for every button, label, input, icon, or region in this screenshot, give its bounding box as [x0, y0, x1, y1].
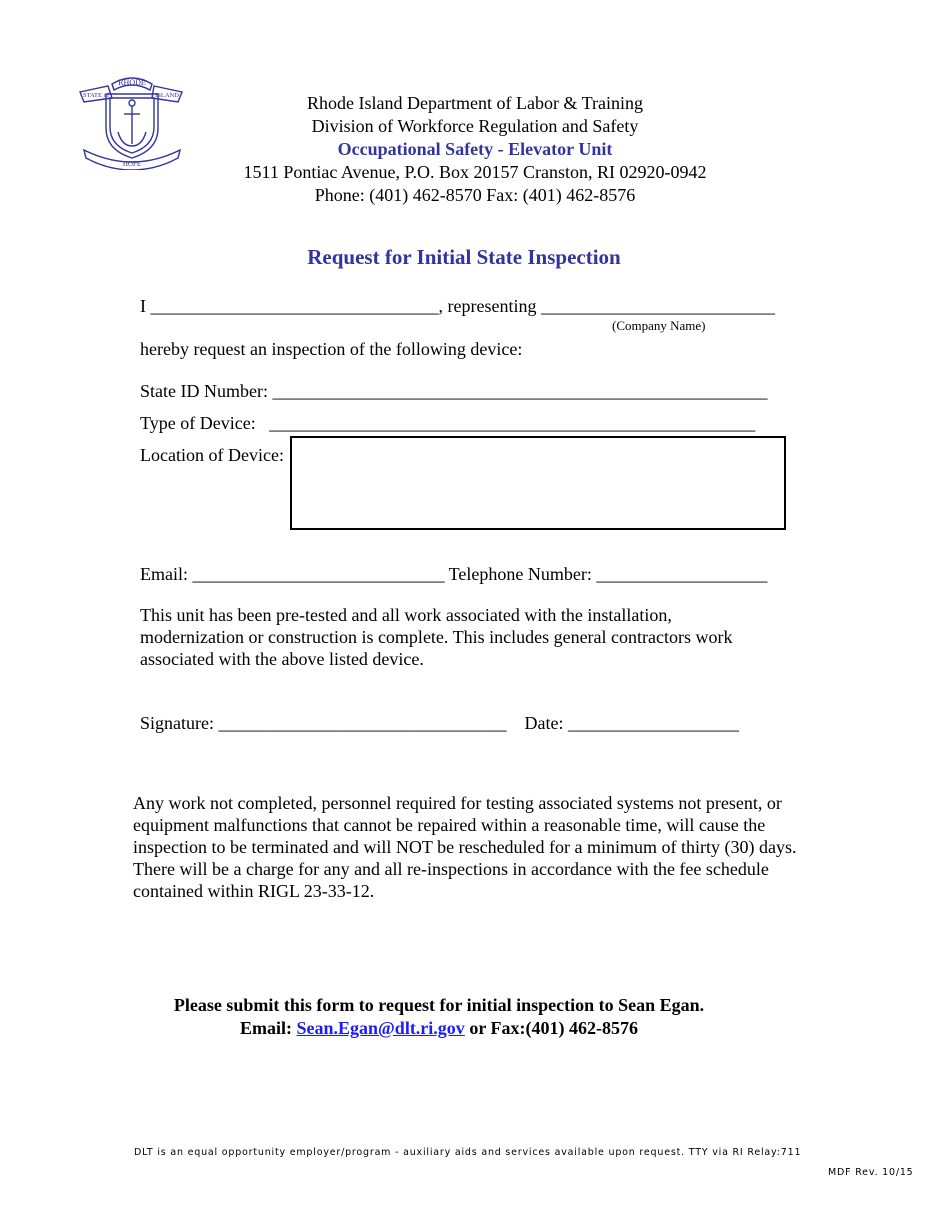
- header-unit: Occupational Safety - Elevator Unit: [337, 139, 613, 159]
- pretested-statement: This unit has been pre-tested and all work associated with the installation, modernization or construction is complete. This includes general contractors work associated with the above listed device.: [140, 605, 733, 669]
- email-telephone-fields[interactable]: Email: ____________________________ Telephone Number: ___________________: [140, 564, 768, 584]
- seal-right-text: ISLAND: [155, 92, 179, 99]
- header-department: Rhode Island Department of Labor & Training: [307, 93, 643, 113]
- company-name-caption: (Company Name): [612, 318, 706, 333]
- seal-top-text: RHODE: [118, 78, 146, 87]
- seal-bottom-text: HOPE: [122, 160, 142, 168]
- state-id-field[interactable]: State ID Number: _______________________________________________________: [140, 381, 768, 401]
- state-seal-logo: [78, 70, 186, 170]
- seal-left-text: STATE of: [82, 92, 110, 99]
- header-division: Division of Workforce Regulation and Safety: [311, 116, 639, 136]
- type-of-device-field[interactable]: Type of Device: ______________________________________________________: [140, 413, 756, 433]
- notice-paragraph: Any work not completed, personnel required for testing associated systems not present, or equipment malfunctions that cannot be repaired within a reasonable time, will cause the inspection to be terminated and will NOT be rescheduled for a minimum of thirty (30) days. There will be a charge for any and all re-inspections in accordance with the fee schedule contained within RIGL 23-33-12.: [133, 793, 797, 901]
- signature-date-fields[interactable]: Signature: ________________________________ Date: ___________________: [140, 713, 739, 733]
- header-phone: Phone: (401) 462-8570 Fax: (401) 462-8576: [314, 185, 636, 205]
- location-label: Location of Device:: [140, 445, 284, 465]
- email-link[interactable]: Sean.Egan@dlt.ri.gov: [296, 1018, 465, 1038]
- fax-text: or Fax:(401) 462-8576: [464, 1018, 638, 1038]
- header-address: 1511 Pontiac Avenue, P.O. Box 20157 Cranston, RI 02920-0942: [243, 162, 707, 182]
- eeo-footer: DLT is an equal opportunity employer/program - auxiliary aids and services available upon request. TTY via RI Relay:711: [134, 1147, 802, 1158]
- email-label: Email:: [240, 1018, 297, 1038]
- form-title: Request for Initial State Inspection: [307, 245, 621, 269]
- requester-line[interactable]: I ________________________________, representing __________________________: [140, 296, 775, 316]
- location-of-device-box[interactable]: [290, 436, 786, 530]
- submit-instructions: [0, 995, 878, 1039]
- header-block: [190, 92, 760, 207]
- request-text: hereby request an inspection of the following device:: [140, 339, 523, 359]
- revision-footer: MDF Rev. 10/15: [828, 1167, 914, 1178]
- submit-line: Please submit this form to request for initial inspection to Sean Egan.: [173, 995, 705, 1015]
